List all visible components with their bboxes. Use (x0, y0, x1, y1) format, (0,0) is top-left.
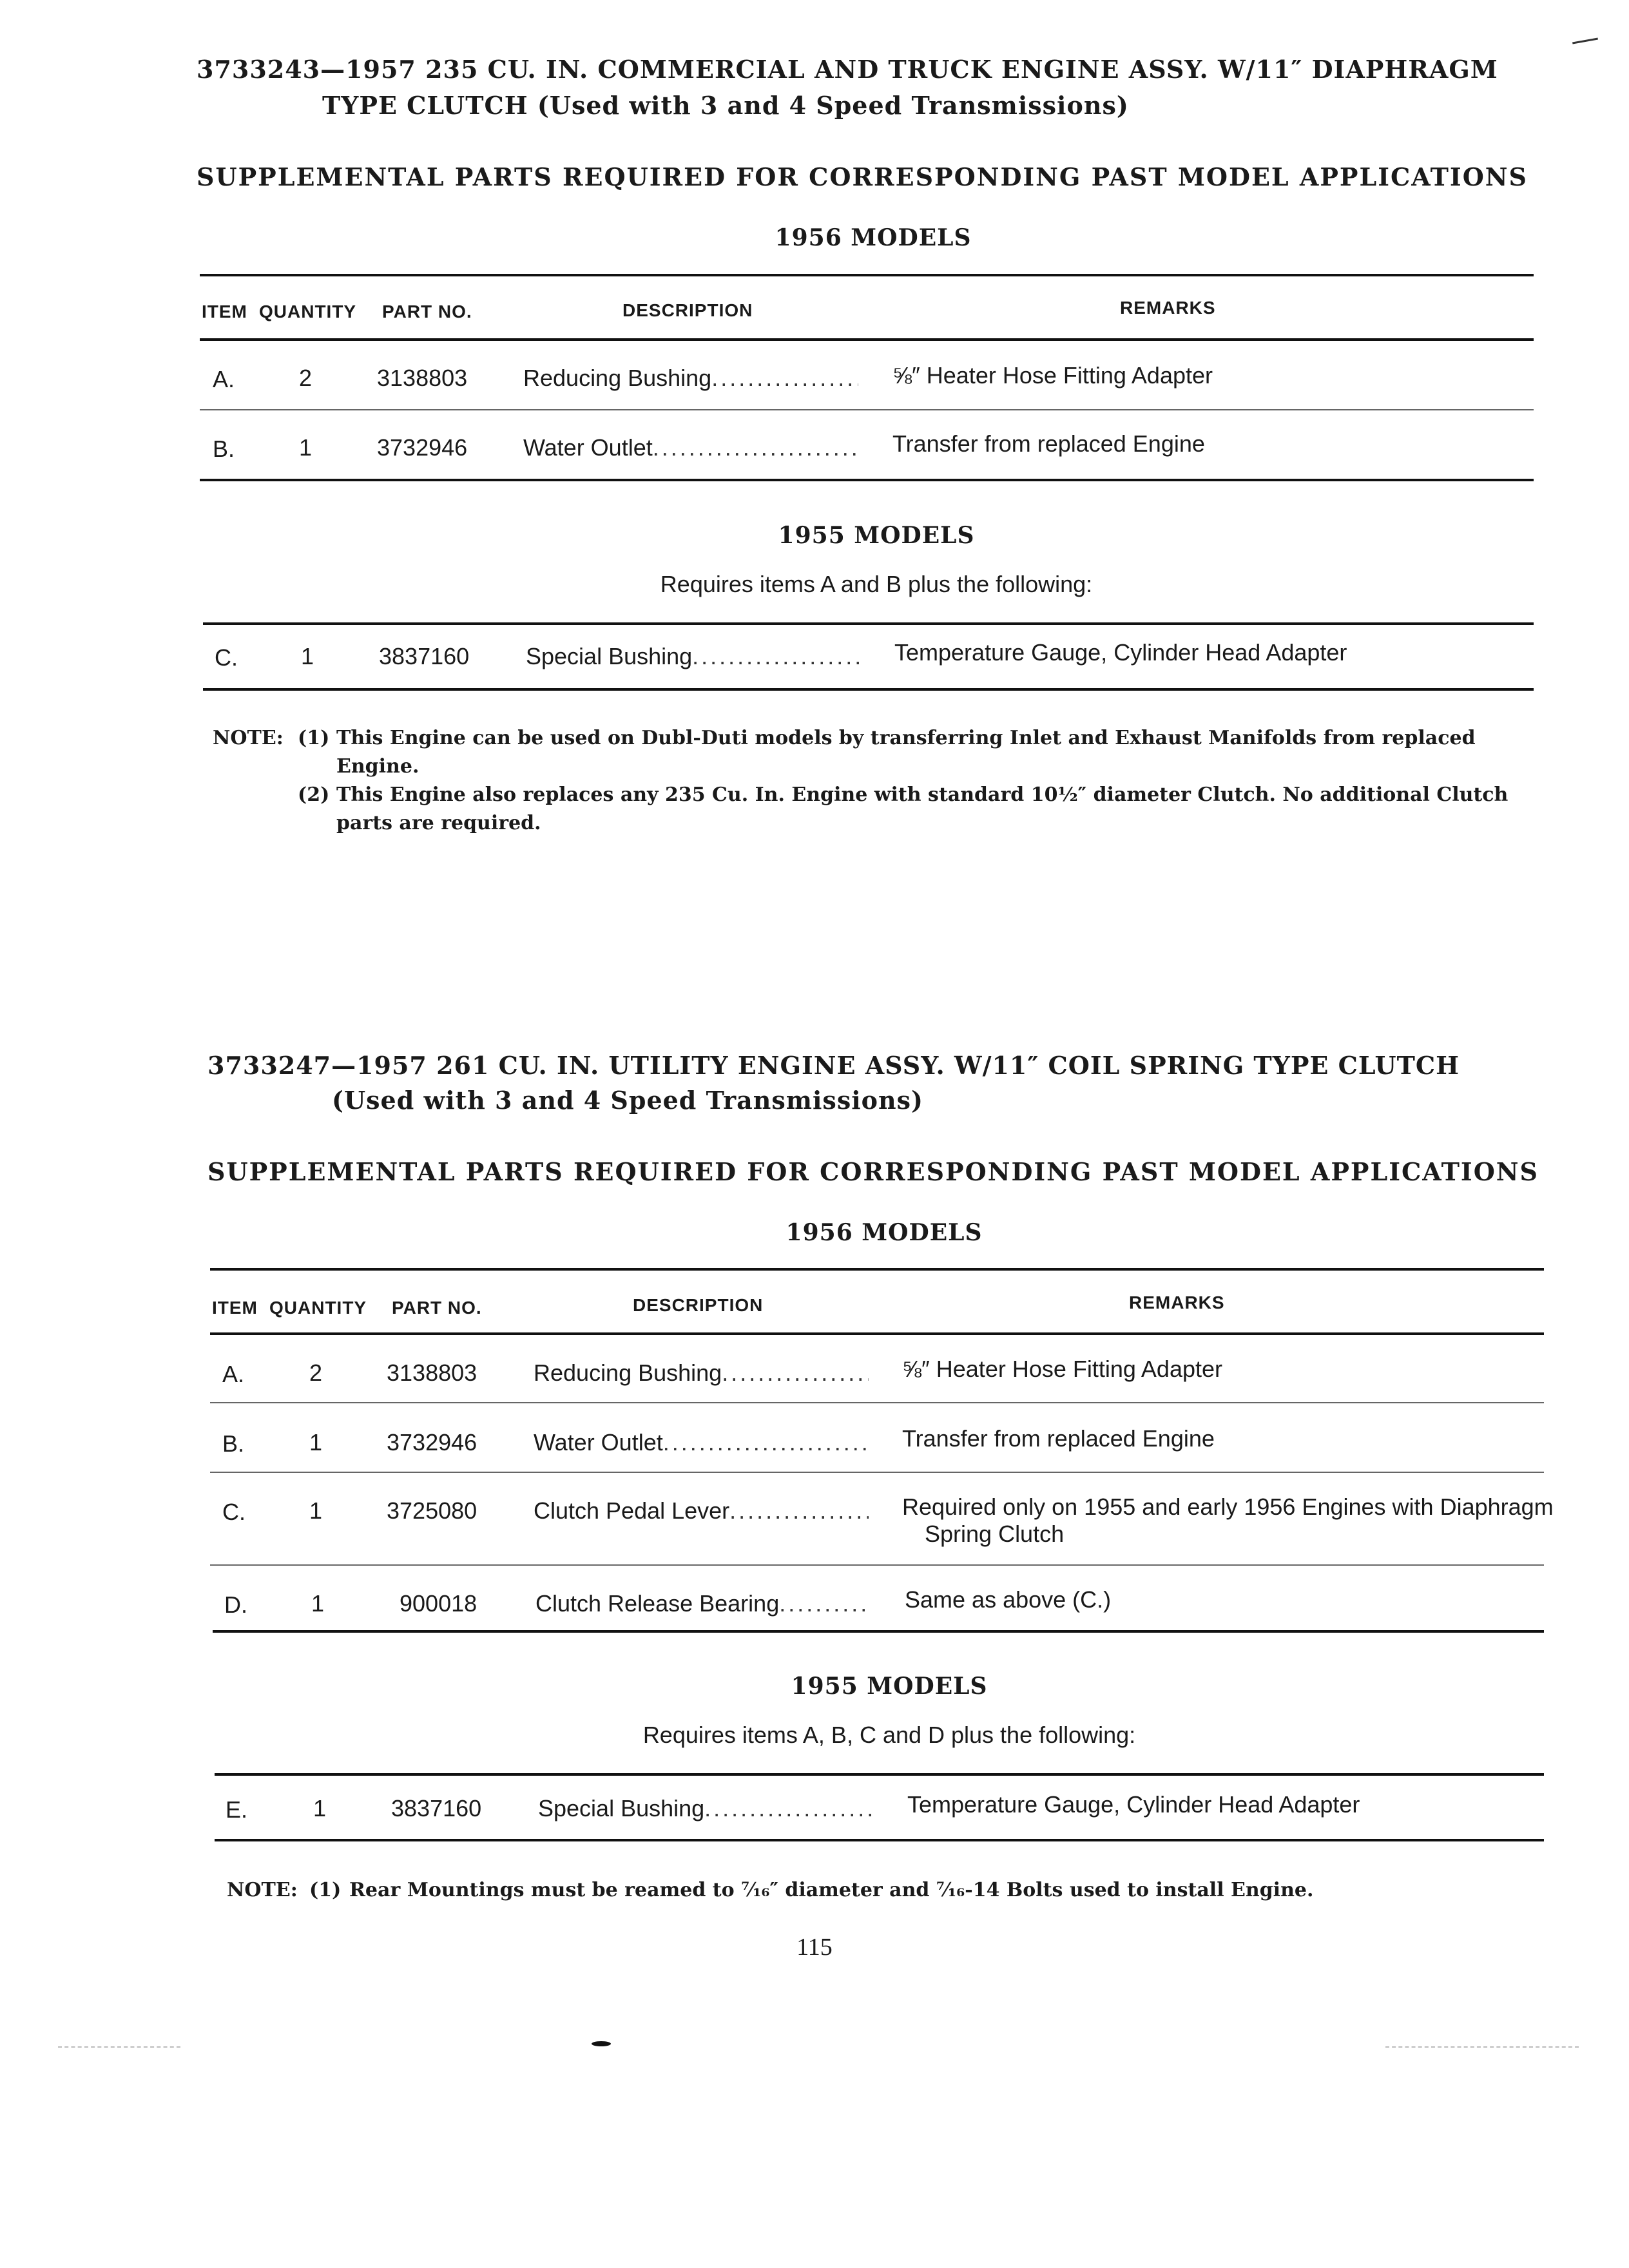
note-text: This Engine also replaces any 235 Cu. In. Engine with standard 10½″ diameter Clutch. No additional Clutch parts are required. (336, 783, 1509, 834)
table-top-rule (215, 1773, 1544, 1776)
section1-1955-models-heading: 1955 MODELS (778, 522, 975, 549)
item-letter: B. (213, 436, 235, 462)
part-number: 3725080 (387, 1497, 477, 1524)
item-letter: B. (222, 1430, 245, 1457)
quantity: 1 (299, 434, 313, 461)
scan-mark-top-right (1572, 38, 1598, 44)
col-quantity: QUANTITY (259, 302, 357, 322)
item-letter: C. (215, 644, 238, 671)
remarks: Transfer from replaced Engine (892, 430, 1205, 457)
description: Reducing Bushing ..... (534, 1360, 869, 1387)
item-letter: A. (213, 366, 235, 392)
col-part-no: PART NO. (382, 302, 472, 322)
col-part-no: PART NO. (392, 1298, 482, 1318)
item-letter: C. (222, 1499, 246, 1525)
description: Water Outlet ..... (523, 434, 858, 461)
scan-mark-left (58, 2046, 180, 2048)
col-item: ITEM (212, 1298, 258, 1318)
col-remarks: REMARKS (1120, 298, 1216, 318)
remarks: ⅝″ Heater Hose Fitting Adapter (902, 1356, 1223, 1382)
section2-1956-models-heading: 1956 MODELS (786, 1219, 983, 1246)
row-divider (210, 1472, 1544, 1473)
quantity: 1 (309, 1429, 323, 1456)
description: Special Bushing ..... (526, 643, 861, 670)
quantity: 1 (309, 1497, 323, 1524)
table-top-rule (203, 622, 1534, 625)
note-number: (2) (298, 783, 330, 806)
note-text: This Engine can be used on Dubl-Duti models by transferring Inlet and Exhaust Manifolds from replaced Engine. (336, 727, 1476, 778)
description: Clutch Pedal Lever ..... (534, 1497, 869, 1524)
part-number: 3138803 (387, 1360, 477, 1386)
col-remarks: REMARKS (1129, 1293, 1225, 1312)
quantity: 1 (313, 1795, 327, 1821)
note-text: Rear Mountings must be reamed to ⁷⁄₁₆″ diameter and ⁷⁄₁₆-14 Bolts used to install Engine. (349, 1879, 1314, 1901)
col-quantity: QUANTITY (269, 1298, 367, 1318)
remarks: ⅝″ Heater Hose Fitting Adapter (892, 362, 1213, 389)
note-number: (1) (298, 727, 330, 749)
part-number: 3138803 (377, 365, 468, 391)
part-number: 900018 (400, 1590, 477, 1617)
item-letter: E. (226, 1796, 248, 1823)
section1-title-line1: 3733243—1957 235 CU. IN. COMMERCIAL AND TRUCK ENGINE ASSY. W/11″ DIAPHRAGM (197, 55, 1498, 84)
note-label: NOTE: (227, 1879, 298, 1901)
remarks: Temperature Gauge, Cylinder Head Adapter (907, 1791, 1360, 1818)
quantity: 2 (309, 1360, 323, 1386)
section1-notes (213, 724, 1547, 853)
section2-title-line1: 3733247—1957 261 CU. IN. UTILITY ENGINE ASSY. W/11″ COIL SPRING TYPE CLUTCH (207, 1051, 1460, 1080)
header-bottom-rule (200, 338, 1534, 341)
section2-title-line2: (Used with 3 and 4 Speed Transmissions) (332, 1086, 923, 1115)
row-divider (210, 1402, 1544, 1403)
table-bottom-rule (200, 479, 1534, 481)
part-number: 3732946 (387, 1429, 477, 1456)
remarks: Required only on 1955 and early 1956 Engines with Diaphragm (902, 1494, 1554, 1520)
section2-notes (227, 1876, 1516, 1915)
item-letter: D. (224, 1591, 247, 1618)
remarks: Transfer from replaced Engine (902, 1425, 1215, 1452)
section2-1955-requires: Requires items A, B, C and D plus the following: (642, 1722, 1136, 1748)
row-divider (210, 1564, 1544, 1566)
note-number: (1) (309, 1879, 342, 1901)
quantity: 1 (311, 1590, 325, 1617)
remarks-continued: Spring Clutch (925, 1521, 1065, 1547)
header-bottom-rule (210, 1332, 1544, 1335)
table-bottom-rule (215, 1839, 1544, 1841)
col-item: ITEM (202, 302, 247, 322)
section1-1956-models-heading: 1956 MODELS (775, 224, 972, 251)
part-number: 3837160 (391, 1795, 482, 1821)
section2-supplemental-heading: SUPPLEMENTAL PARTS REQUIRED FOR CORRESPONDING PAST MODEL APPLICATIONS (207, 1157, 1539, 1186)
remarks: Temperature Gauge, Cylinder Head Adapter (894, 639, 1347, 666)
col-description: DESCRIPTION (633, 1295, 764, 1315)
item-letter: A. (222, 1361, 245, 1387)
section1-1955-requires: Requires items A and B plus the following: (660, 571, 1093, 597)
description: Clutch Release Bearing ..... (535, 1590, 871, 1617)
quantity: 2 (299, 365, 313, 391)
table-top-rule (210, 1268, 1544, 1271)
description: Reducing Bushing ..... (523, 365, 858, 392)
part-number: 3732946 (377, 434, 468, 461)
section2-1955-models-heading: 1955 MODELS (791, 1673, 988, 1700)
page-number: 115 (796, 1934, 833, 1961)
description: Special Bushing ..... (538, 1795, 873, 1822)
quantity: 1 (301, 643, 314, 669)
table-bottom-rule (203, 688, 1534, 691)
table-top-rule (200, 274, 1534, 276)
section1-supplemental-heading: SUPPLEMENTAL PARTS REQUIRED FOR CORRESPONDING PAST MODEL APPLICATIONS (197, 162, 1528, 191)
note-label: NOTE: (213, 727, 284, 749)
row-divider (200, 409, 1534, 410)
part-number: 3837160 (379, 643, 470, 669)
scan-mark-right (1385, 2046, 1579, 2048)
remarks: Same as above (C.) (905, 1586, 1112, 1613)
description: Water Outlet ..... (534, 1429, 869, 1456)
table-bottom-rule (213, 1630, 1544, 1633)
col-description: DESCRIPTION (622, 300, 753, 320)
scan-blot (592, 2041, 611, 2046)
section1-title-line2: TYPE CLUTCH (Used with 3 and 4 Speed Transmissions) (322, 91, 1129, 120)
